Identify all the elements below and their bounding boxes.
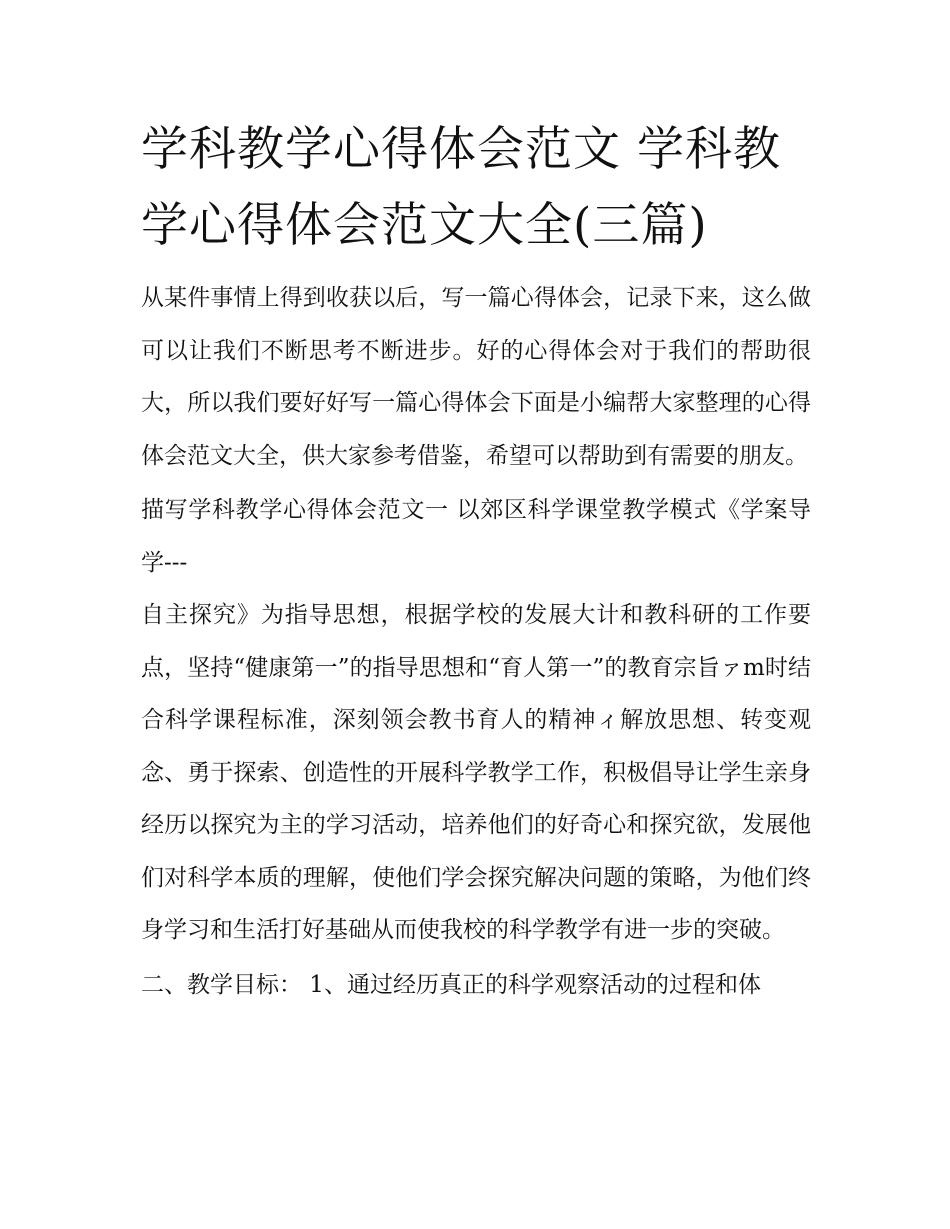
intro-paragraph: 从某件事情上得到收获以后，写一篇心得体会，记录下来，这么做可以让我们不断思考不断进步。好的心得体会对于我们的帮助很大，所以我们要好好写一篇心得体会下面是小编帮大家整理的心得体会范文大全，供大家参考借鉴，希望可以帮助到有需要的朋友。 — [141, 285, 811, 469]
guiding-ideology-paragraph: 自主探究》为指导思想，根据学校的发展大计和教科研的工作要点，坚持“健康第一”的指导思想和“育人第一”的教育宗旨ァm时结合科学课程标准，深刻领会教书育人的精神ィ解放思想、转变观念、勇于探索、创造性的开展科学教学工作，积极倡导让学生亲身经历以探究为主的学习活动，培养他们的好奇心和探究欲，发展他们对科学本质的理解，使他们学会探究解决问题的策略，为他们终身学习和生活打好基础从而使我校的科学教学有进一步的突破。 — [141, 602, 811, 943]
document-body — [141, 112, 811, 1011]
document-title: 学科教学心得体会范文 学科教学心得体会范文大全(三篇) — [141, 122, 781, 253]
teaching-goals-paragraph: 二、教学目标： 1、通过经历真正的科学观察活动的过程和体 — [141, 971, 761, 998]
article-one-heading-paragraph: 描写学科教学心得体会范文一 以郊区科学课堂教学模式《学案导学--- — [141, 497, 811, 576]
